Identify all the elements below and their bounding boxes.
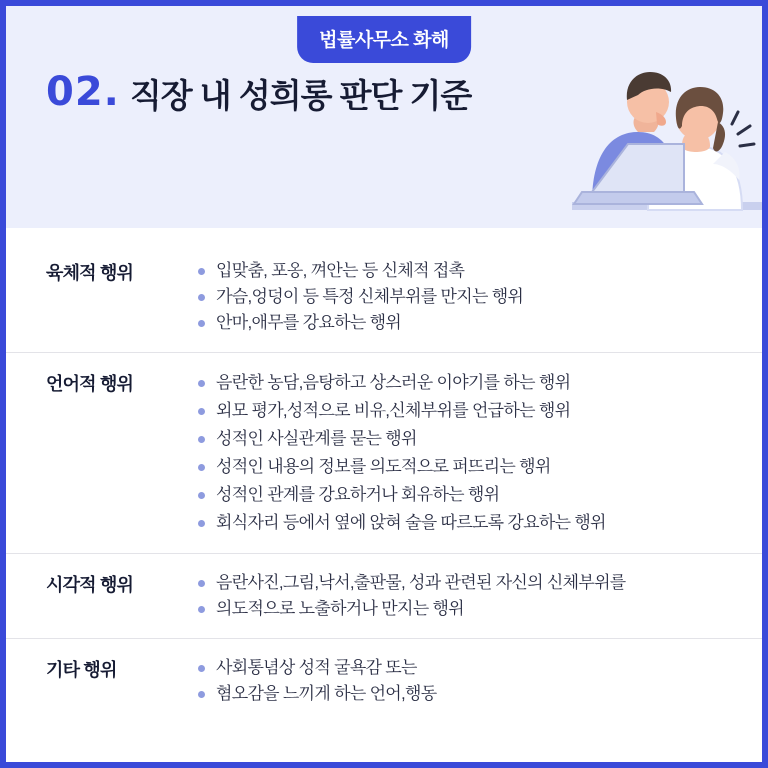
list-item-text: 가슴,엉덩이 등 특정 신체부위를 만지는 행위 <box>216 287 524 306</box>
bullet-icon <box>198 520 205 527</box>
section-label: 육체적 행위 <box>46 263 134 283</box>
section-items <box>198 655 734 707</box>
list-item <box>198 596 734 622</box>
list-item <box>198 369 734 397</box>
section-physical <box>6 242 762 353</box>
brand-badge: 법률사무소 화해 <box>297 16 471 63</box>
list-item-text: 성적인 내용의 정보를 의도적으로 퍼뜨리는 행위 <box>216 457 551 476</box>
section-label: 언어적 행위 <box>46 374 134 394</box>
list-item-text: 안마,애무를 강요하는 행위 <box>216 313 402 332</box>
section-label: 시각적 행위 <box>46 575 134 595</box>
section-verbal <box>6 353 762 554</box>
list-item-text: 의도적으로 노출하거나 만지는 행위 <box>216 599 464 618</box>
list-item-text: 입맞춤, 포옹, 껴안는 등 신체적 접촉 <box>216 261 465 280</box>
list-item <box>198 284 734 310</box>
bullet-icon <box>198 408 205 415</box>
list-item <box>198 258 734 284</box>
list-item <box>198 681 734 707</box>
section-label: 기타 행위 <box>46 660 117 680</box>
list-item <box>198 655 734 681</box>
list-item <box>198 509 734 537</box>
office-workers-illustration <box>442 6 762 228</box>
list-item-text: 성적인 관계를 강요하거나 회유하는 행위 <box>216 485 500 504</box>
page-title <box>46 69 472 115</box>
list-item-text: 음란사진,그림,낙서,출판물, 성과 관련된 자신의 신체부위를 <box>216 573 626 592</box>
list-item-text: 사회통념상 성적 굴욕감 또는 <box>216 658 417 677</box>
section-other <box>6 639 762 723</box>
list-item <box>198 570 734 596</box>
bullet-icon <box>198 665 205 672</box>
section-items <box>198 258 734 336</box>
list-item <box>198 425 734 453</box>
list-item <box>198 453 734 481</box>
bullet-icon <box>198 380 205 387</box>
bullet-icon <box>198 492 205 499</box>
bullet-icon <box>198 320 205 327</box>
bullet-icon <box>198 580 205 587</box>
bullet-icon <box>198 606 205 613</box>
list-item-text: 음란한 농담,음탕하고 상스러운 이야기를 하는 행위 <box>216 373 571 392</box>
bullet-icon <box>198 294 205 301</box>
card-header <box>6 6 762 228</box>
bullet-icon <box>198 268 205 275</box>
section-number: 02. <box>46 69 120 115</box>
section-items <box>198 369 734 537</box>
card-body <box>6 228 762 723</box>
section-visual <box>6 554 762 639</box>
bullet-icon <box>198 691 205 698</box>
list-item <box>198 310 734 336</box>
list-item <box>198 397 734 425</box>
list-item-text: 혐오감을 느끼게 하는 언어,행동 <box>216 684 437 703</box>
list-item <box>198 481 734 509</box>
list-item-text: 회식자리 등에서 옆에 앉혀 술을 따르도록 강요하는 행위 <box>216 513 606 532</box>
bullet-icon <box>198 464 205 471</box>
title-text: 직장 내 성희롱 판단 기준 <box>129 77 472 114</box>
list-item-text: 성적인 사실관계를 묻는 행위 <box>216 429 417 448</box>
list-item-text: 외모 평가,성적으로 비유,신체부위를 언급하는 행위 <box>216 401 571 420</box>
section-items <box>198 570 734 622</box>
bullet-icon <box>198 436 205 443</box>
